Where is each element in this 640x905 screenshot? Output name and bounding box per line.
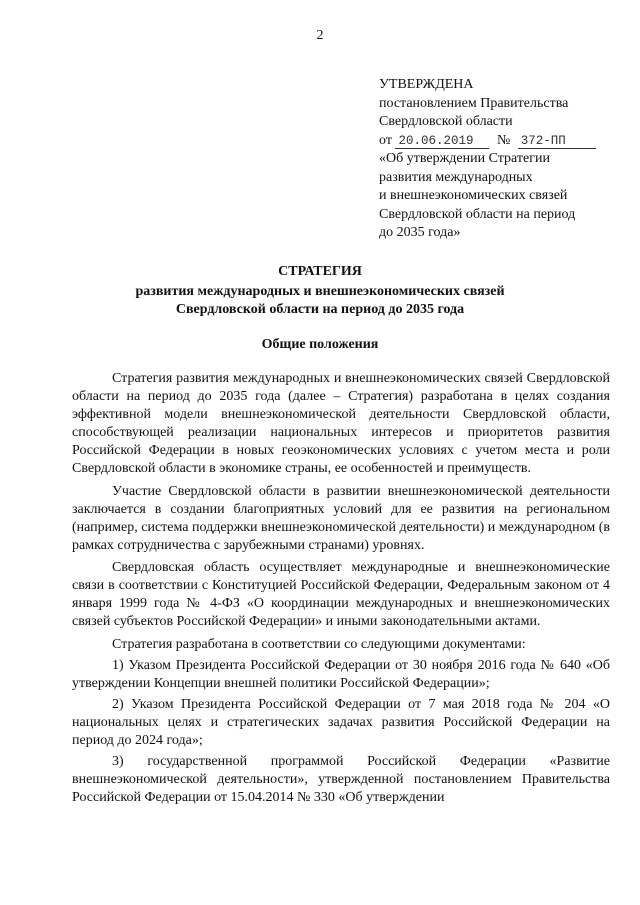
approval-line-1: постановлением Правительства bbox=[379, 95, 569, 111]
paragraph-intro: Стратегия развития международных и внешнеэкономических связей Свердловской области на период до 2035 года (далее – Стратегия) разработана в целях создания эффективной модели внешнеэкономической деятельности Свердловской области, способствующей реализации национальных интересов и приоритетов развития Российской Федерации в новых геоэкономических условиях с учетом места и роли Свердловской области в экономике страны, ее особенностей и преимуществ. bbox=[72, 371, 610, 476]
approval-date-line bbox=[379, 132, 629, 151]
approval-line-5: развития международных bbox=[379, 169, 533, 185]
page-number: 2 bbox=[316, 28, 324, 43]
document-subtitle-line-1: развития международных и внешнеэкономических связей bbox=[135, 284, 505, 299]
document-body bbox=[72, 370, 610, 810]
approval-line-2: Свердловской области bbox=[379, 114, 513, 129]
paragraph-legal-basis: Свердловская область осуществляет международные и внешнеэкономические связи в соответствии с Конституцией Российской Федерации, Федеральным законом от 4 января 1999 года № 4-ФЗ «О координации международных и внешнеэкономических связей субъектов Российской Федерации» и иными законодательными актами. bbox=[72, 560, 610, 629]
approval-number-value: 372-ПП bbox=[518, 134, 596, 149]
approval-stamp bbox=[379, 76, 629, 243]
document-subtitle-line-2: Свердловской области на период до 2035 года bbox=[175, 302, 465, 317]
approval-line-8: до 2035 года» bbox=[379, 225, 461, 240]
list-item-1: 1) Указом Президента Российской Федерации от 30 ноября 2016 года № 640 «Об утверждении Концепции внешней политики Российской Федерации»; bbox=[72, 657, 610, 691]
approval-number-sign: № bbox=[496, 132, 511, 148]
approval-line-4: «Об утверждении Стратегии bbox=[379, 151, 550, 166]
approval-date-prefix: от bbox=[379, 132, 392, 148]
paragraph-participation: Участие Свердловской области в развитии внешнеэкономической деятельности заключается в создании благоприятных условий для ее развития на региональном (например, система поддержки внешнеэкономической деятельности) и международном (в рамках сотрудничества с зарубежными странами) уровнях. bbox=[72, 483, 610, 553]
document-title: СТРАТЕГИЯ bbox=[278, 264, 362, 279]
section-heading: Общие положения bbox=[261, 337, 379, 352]
approval-line-6: и внешнеэкономических связей bbox=[379, 188, 568, 203]
paragraph-documents-intro: Стратегия разработана в соответствии со следующими документами: bbox=[112, 636, 526, 652]
approval-line-7: Свердловской области на период bbox=[379, 206, 576, 222]
list-item-2: 2) Указом Президента Российской Федерации от 7 мая 2018 года № 204 «О национальных целях и стратегических задачах развития Российской Федерации на период до 2024 года»; bbox=[72, 696, 610, 748]
approval-date-value: 20.06.2019 bbox=[395, 134, 489, 149]
list-item-3: 3) государственной программой Российской Федерации «Развитие внешнеэкономической деятельности», утвержденной постановлением Правительства Российской Федерации от 15.04.2014 № 330 «Об утверждении bbox=[72, 753, 610, 805]
approval-title: УТВЕРЖДЕНА bbox=[379, 77, 474, 92]
